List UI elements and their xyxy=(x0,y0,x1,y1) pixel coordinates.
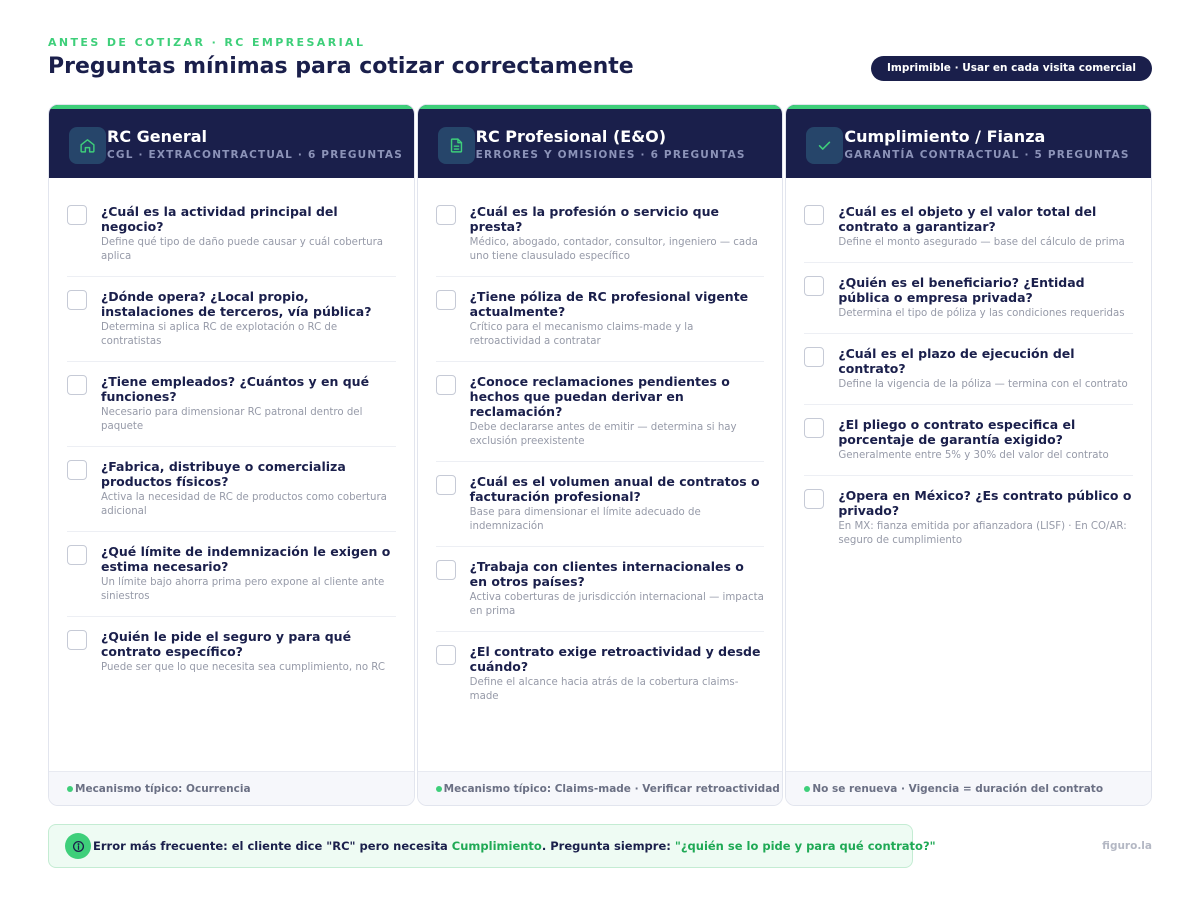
question-text: ¿Quién es el beneficiario? ¿Entidad pública o empresa privada? xyxy=(838,275,1085,305)
card-subtitle: ERRORES Y OMISIONES · 6 PREGUNTAS xyxy=(475,149,746,161)
question-item xyxy=(804,405,1133,476)
card-subtitle: GARANTÍA CONTRACTUAL · 5 PREGUNTAS xyxy=(844,149,1130,161)
question-text: ¿Qué límite de indemnización le exigen o estima necesario? xyxy=(101,544,391,574)
printable-badge: Imprimible · Usar en cada visita comercial xyxy=(871,56,1152,81)
card-title: Cumplimiento / Fianza xyxy=(844,127,1046,146)
question-checkbox[interactable] xyxy=(436,205,456,225)
question-item xyxy=(804,334,1133,405)
question-checkbox[interactable] xyxy=(804,205,824,225)
footer-text: Mecanismo típico: Ocurrencia xyxy=(75,782,251,795)
question-checkbox[interactable] xyxy=(67,460,87,480)
question-item xyxy=(67,617,396,687)
question-text: ¿Cuál es el plazo de ejecución del contrato? xyxy=(838,346,1075,376)
question-text: ¿Tiene empleados? ¿Cuántos y en qué funciones? xyxy=(101,374,370,404)
question-checkbox[interactable] xyxy=(436,645,456,665)
question-checkbox[interactable] xyxy=(804,347,824,367)
check-icon xyxy=(806,127,843,164)
question-item xyxy=(436,632,765,716)
footer-text: Mecanismo típico: Claims-made · Verificar retroactividad xyxy=(443,782,780,795)
card-footer xyxy=(418,771,783,805)
question-hint: En MX: fianza emitida por afianzadora (LISF) · En CO/AR: seguro de cumplimiento xyxy=(838,521,1127,546)
question-item xyxy=(436,362,765,462)
question-text: ¿El pliego o contrato especifica el porcentaje de garantía exigido? xyxy=(838,417,1076,447)
question-text: ¿Tiene póliza de RC profesional vigente actualmente? xyxy=(469,289,749,319)
question-hint: Un límite bajo ahorra prima pero expone al cliente ante siniestros xyxy=(101,577,385,602)
question-hint: Crítico para el mecanismo claims-made y la retroactividad a contratar xyxy=(469,322,694,347)
info-icon xyxy=(65,833,91,859)
question-hint: Activa la necesidad de RC de productos como cobertura adicional xyxy=(101,492,387,517)
question-text: ¿Cuál es la profesión o servicio que presta? xyxy=(469,204,720,234)
question-hint: Base para dimensionar el límite adecuado de indemnización xyxy=(469,507,701,532)
question-item xyxy=(436,462,765,547)
brand-label: figuro.la xyxy=(1102,840,1152,852)
page-title: Preguntas mínimas para cotizar correctamente xyxy=(48,54,634,79)
question-item xyxy=(67,192,396,277)
eyebrow-label: ANTES DE COTIZAR · RC EMPRESARIAL xyxy=(48,36,366,49)
question-checkbox[interactable] xyxy=(67,205,87,225)
question-text: ¿Conoce reclamaciones pendientes o hechos que puedan derivar en reclamación? xyxy=(469,374,730,419)
callout-text-start: Error más frecuente: el cliente dice "RC" pero necesita xyxy=(93,839,452,853)
question-hint: Puede ser que lo que necesita sea cumplimiento, no RC xyxy=(101,662,385,673)
question-hint: Define qué tipo de daño puede causar y cuál cobertura aplica xyxy=(101,237,384,262)
question-text: ¿Cuál es el objeto y el valor total del contrato a garantizar? xyxy=(838,204,1097,234)
document-icon xyxy=(438,127,475,164)
question-hint: Médico, abogado, contador, consultor, ingeniero — cada uno tiene clausulado específico xyxy=(469,237,758,262)
question-item xyxy=(67,447,396,532)
question-checkbox[interactable] xyxy=(67,375,87,395)
card-header xyxy=(418,105,783,178)
question-text: ¿Dónde opera? ¿Local propio, instalaciones de terceros, vía pública? xyxy=(101,289,372,319)
question-hint: Determina el tipo de póliza y las condiciones requeridas xyxy=(838,308,1125,319)
question-checkbox[interactable] xyxy=(436,290,456,310)
question-item xyxy=(436,277,765,362)
question-checkbox[interactable] xyxy=(436,475,456,495)
card-rc-profesional xyxy=(417,104,784,806)
question-item xyxy=(804,476,1133,560)
question-item xyxy=(67,362,396,447)
question-item xyxy=(67,532,396,617)
question-checkbox[interactable] xyxy=(67,290,87,310)
question-text: ¿Cuál es la actividad principal del negocio? xyxy=(101,204,338,234)
card-header xyxy=(49,105,414,178)
question-text: ¿Trabaja con clientes internacionales o en otros países? xyxy=(469,559,744,589)
question-hint: Debe declararse antes de emitir — determina si hay exclusión preexistente xyxy=(469,422,737,447)
question-text: ¿El contrato exige retroactividad y desde cuándo? xyxy=(469,644,761,674)
frequent-error-callout xyxy=(48,824,936,868)
question-item xyxy=(804,263,1133,334)
callout-highlight: Cumplimiento xyxy=(451,839,542,853)
question-hint: Determina si aplica RC de explotación o RC de contratistas xyxy=(101,322,338,347)
callout-quote: "¿quién se lo pide y para qué contrato?" xyxy=(674,839,936,853)
card-rc-general xyxy=(48,104,415,806)
cards-container xyxy=(48,104,1152,806)
question-item xyxy=(436,547,765,632)
card-footer xyxy=(49,771,414,805)
question-hint: Necesario para dimensionar RC patronal dentro del paquete xyxy=(101,407,363,432)
question-list xyxy=(49,178,414,687)
question-hint: Define el alcance hacia atrás de la cobertura claims-made xyxy=(469,677,739,702)
card-cumplimiento xyxy=(785,104,1152,806)
question-text: ¿Fabrica, distribuye o comercializa productos físicos? xyxy=(101,459,346,489)
status-dot xyxy=(804,786,810,792)
card-subtitle: CGL · EXTRACONTRACTUAL · 6 PREGUNTAS xyxy=(107,149,404,161)
question-checkbox[interactable] xyxy=(804,418,824,438)
question-hint: Generalmente entre 5% y 30% del valor del contrato xyxy=(838,450,1109,461)
question-checkbox[interactable] xyxy=(67,545,87,565)
card-footer xyxy=(786,771,1151,805)
card-title: RC Profesional (E&O) xyxy=(475,127,667,146)
footer-text: No se renueva · Vigencia = duración del contrato xyxy=(812,782,1104,795)
card-title: RC General xyxy=(107,127,208,146)
question-hint: Define el monto asegurado — base del cálculo de prima xyxy=(838,237,1125,248)
question-item xyxy=(67,277,396,362)
question-text: ¿Cuál es el volumen anual de contratos o facturación profesional? xyxy=(469,474,760,504)
question-hint: Activa coberturas de jurisdicción internacional — impacta en prima xyxy=(469,592,764,617)
question-checkbox[interactable] xyxy=(67,630,87,650)
question-list xyxy=(418,178,783,716)
question-hint: Define la vigencia de la póliza — termina con el contrato xyxy=(838,379,1128,390)
card-header xyxy=(786,105,1151,178)
question-checkbox[interactable] xyxy=(436,375,456,395)
question-item xyxy=(436,192,765,277)
question-text: ¿Quién le pide el seguro y para qué contrato específico? xyxy=(101,629,352,659)
question-checkbox[interactable] xyxy=(804,489,824,509)
callout-text-middle: . Pregunta siempre: xyxy=(541,839,675,853)
question-checkbox[interactable] xyxy=(436,560,456,580)
callout-text xyxy=(93,839,936,853)
question-item xyxy=(804,192,1133,263)
status-dot xyxy=(436,786,442,792)
question-checkbox[interactable] xyxy=(804,276,824,296)
question-list xyxy=(786,178,1151,560)
home-icon xyxy=(69,127,106,164)
status-dot xyxy=(67,786,73,792)
question-text: ¿Opera en México? ¿Es contrato público o privado? xyxy=(838,488,1132,518)
